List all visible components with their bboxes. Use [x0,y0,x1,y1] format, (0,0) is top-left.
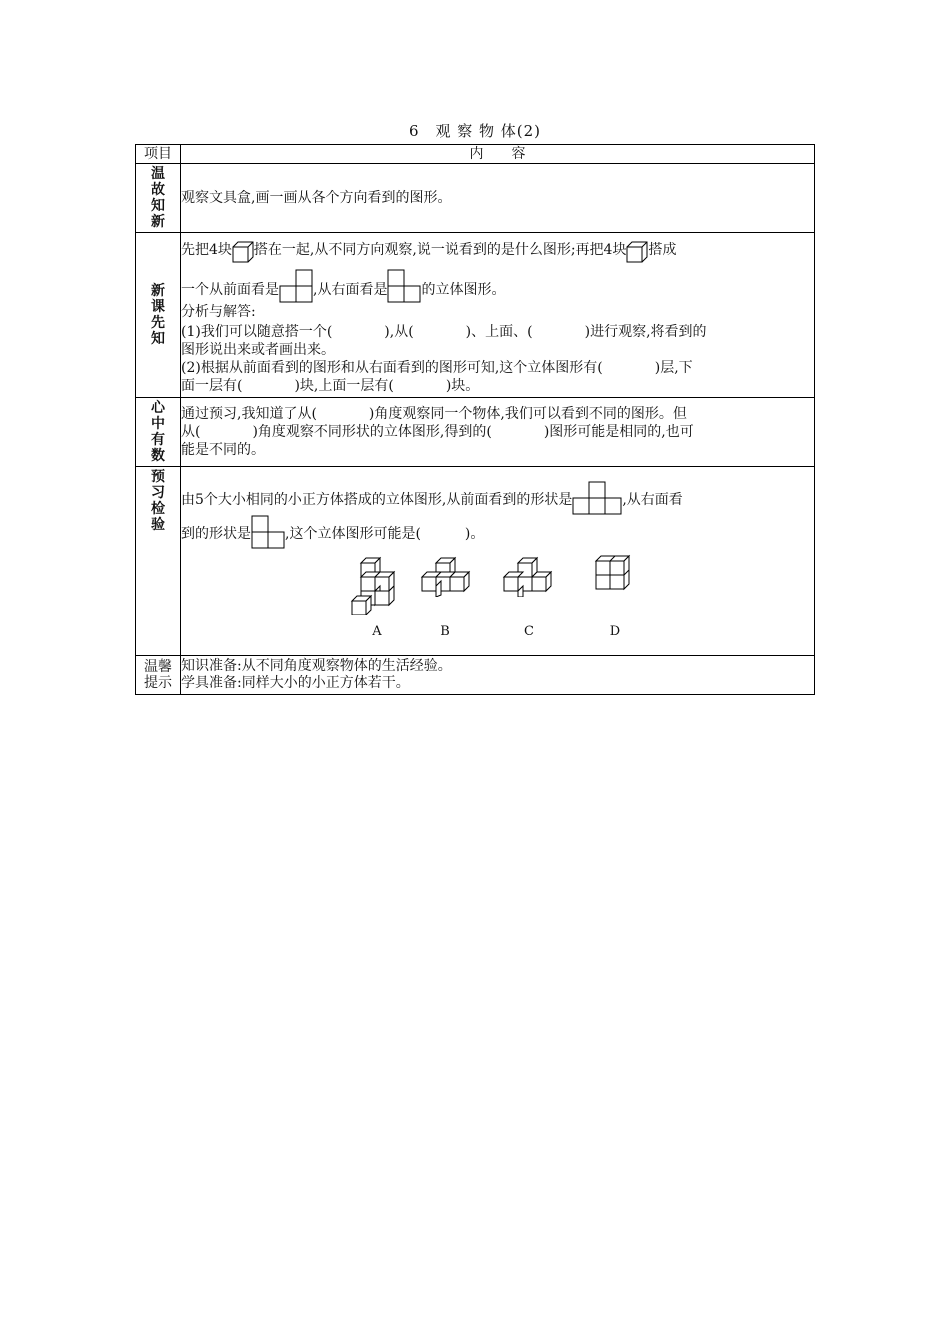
text: ,这个立体图形可能是( [285,526,421,542]
table-header-row [136,145,815,164]
preview-line1 [181,237,814,263]
text: 先把4块 [181,242,232,258]
cube-icon [232,241,254,263]
text: )。 [464,526,485,542]
label-char: 验 [151,517,165,533]
label-char: 有 [151,432,165,448]
text: )块。 [445,378,480,394]
label-line: 提示 [144,675,172,691]
text: 到的形状是 [181,526,251,542]
option-a-label: A [372,624,382,639]
option-d-label: D [609,624,621,639]
cube-icon [626,241,648,263]
tips-content [181,656,815,695]
label-char: 温 [151,166,165,182]
check-content [181,467,815,656]
label-char: 预 [151,469,165,485]
text: (2)根据从前面看到的图形和从右面看到的图形可知,这个立体图形有( [181,360,603,376]
front-view-t-shape-icon [572,481,622,515]
text: 的立体图形。 [421,282,506,298]
check-line2 [181,515,814,549]
check-line1 [181,481,814,515]
option-c[interactable] [499,553,559,639]
label-char: 先 [151,315,165,331]
label-char: 心 [151,400,165,416]
row-check [136,467,815,656]
label-char: 数 [151,448,165,464]
text: 一个从前面看是 [181,282,279,298]
front-view-shape-icon [279,269,313,303]
cube-stack-c-icon [499,553,559,597]
row-tips [136,656,815,695]
row-mind [136,398,815,467]
tips-line2: 学具准备:同样大小的小正方体若干。 [181,675,410,691]
label-char: 知 [151,198,165,214]
preview-line2 [181,269,814,303]
analysis-heading: 分析与解答: [181,304,256,320]
text: 通过预习,我知道了从( [181,406,317,422]
text: )、上面、( [465,324,533,340]
text: 图形说出来或者画出来。 [181,342,335,358]
text: )进行观察,将看到的 [584,324,707,340]
text: )块,上面一层有( [294,378,394,394]
header-item: 项目 [136,145,181,164]
label-char: 故 [151,182,165,198]
text: (1)我们可以随意搭一个( [181,324,333,340]
text: )图形可能是相同的,也可 [543,424,694,440]
text: ,从右面看 [622,492,683,508]
review-text: 观察文具盒,画一画从各个方向看到的图形。 [181,164,815,233]
label-char: 新 [151,283,165,299]
label-char: 检 [151,501,165,517]
label-line: 温馨 [144,659,172,675]
text: 由5个大小相同的小正方体搭成的立体图形,从前面看到的形状是 [181,492,573,508]
right-view-shape-icon [387,269,421,303]
text: )角度观察同一个物体,我们可以看到不同的图形。但 [368,406,687,422]
preview-table [135,144,815,695]
header-content: 内 容 [181,145,815,164]
preview-label [136,233,181,398]
tips-label [136,656,181,695]
preview-content [181,233,815,398]
option-c-label: C [524,624,534,639]
mind-label [136,398,181,467]
cube-stack-a-icon [347,553,407,615]
right-view-shape-icon [251,515,285,549]
text: 从( [181,424,201,440]
cube-stack-d-icon [585,553,645,597]
row-review [136,164,815,233]
text: ),从( [384,324,414,340]
option-b-label: B [440,624,450,639]
page-title: 6 观 察 物 体(2) [408,122,542,140]
label-char: 中 [151,416,165,432]
question-2 [181,359,814,395]
check-label [136,467,181,656]
question-1 [181,323,814,359]
text: 搭在一起,从不同方向观察,说一说看到的是什么图形;再把4块 [253,242,627,258]
text: )层,下 [654,360,693,376]
text: 能是不同的。 [181,442,265,458]
mind-content [181,398,815,467]
row-preview [136,233,815,398]
text: 面一层有( [181,378,243,394]
tips-line1: 知识准备:从不同角度观察物体的生活经验。 [181,658,452,674]
cube-stack-b-icon [415,553,475,597]
text: )角度观察不同形状的立体图形,得到的( [252,424,492,440]
label-char: 知 [151,331,165,347]
text: ,从右面看是 [313,282,388,298]
options-row [181,553,814,645]
option-b[interactable] [415,553,475,639]
text: 搭成 [648,242,677,258]
option-a[interactable] [347,553,407,639]
label-char: 课 [151,299,165,315]
label-char: 新 [151,214,165,230]
label-char: 习 [151,485,165,501]
review-label [136,164,181,233]
option-d[interactable] [585,553,645,639]
